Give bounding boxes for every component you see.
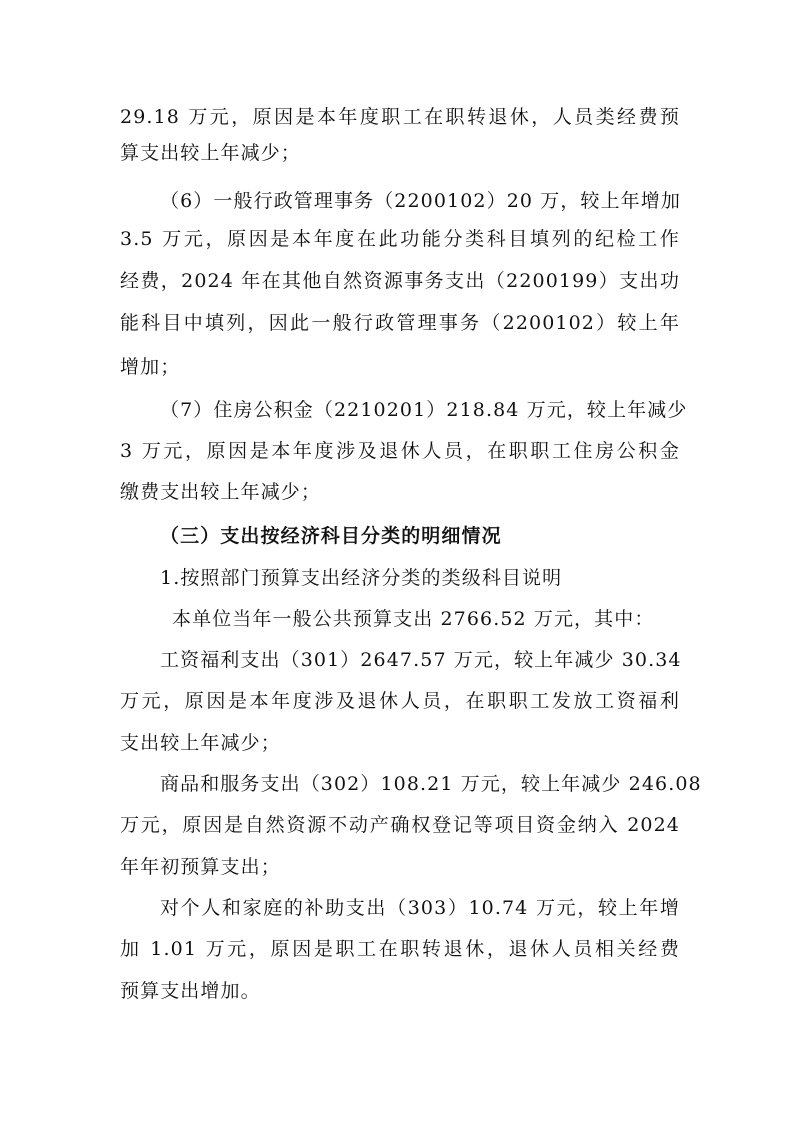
paragraph-line: 经费，2024 年在其他自然资源事务支出（2200199）支出功 [120,270,680,292]
paragraph-line: （6）一般行政管理事务（2200102）20 万，较上年增加 [160,190,681,212]
paragraph-line: 商品和服务支出（302）108.21 万元，较上年减少 246.08 [160,773,702,795]
paragraph-line: 年年初预算支出； [120,856,281,878]
paragraph-line: 29.18 万元，原因是本年度职工在职转退休，人员类经费预 [120,106,680,128]
paragraph-line: 3.5 万元，原因是本年度在此功能分类科目填列的纪检工作 [120,228,680,250]
paragraph-line: （7）住房公积金（2210201）218.84 万元，较上年减少 [160,399,688,421]
paragraph-line: 算支出较上年减少； [120,142,301,164]
paragraph-line: 本单位当年一般公共预算支出 2766.52 万元，其中： [172,608,655,630]
paragraph-line: 能科目中填列，因此一般行政管理事务（2200102）较上年 [120,312,680,334]
section-heading: （三）支出按经济科目分类的明细情况 [160,525,502,547]
paragraph-line: 工资福利支出（301）2647.57 万元，较上年减少 30.34 [160,649,682,671]
paragraph-line: 支出较上年减少； [120,732,281,754]
paragraph-line: 万元，原因是自然资源不动产确权登记等项目资金纳入 2024 [120,814,680,836]
subsection-heading: 1.按照部门预算支出经济分类的类级科目说明 [160,567,563,589]
paragraph-line: 加 1.01 万元，原因是职工在职转退休，退休人员相关经费 [120,938,680,960]
paragraph-line: 3 万元，原因是本年度涉及退休人员，在职职工住房公积金 [120,440,680,462]
paragraph-line: 增加； [120,356,181,378]
paragraph-line: 万元，原因是本年度涉及退休人员，在职职工发放工资福利 [120,690,680,712]
paragraph-line: 预算支出增加。 [120,980,261,1002]
paragraph-line: 对个人和家庭的补助支出（303）10.74 万元，较上年增 [160,897,680,919]
paragraph-line: 缴费支出较上年减少； [120,481,322,503]
